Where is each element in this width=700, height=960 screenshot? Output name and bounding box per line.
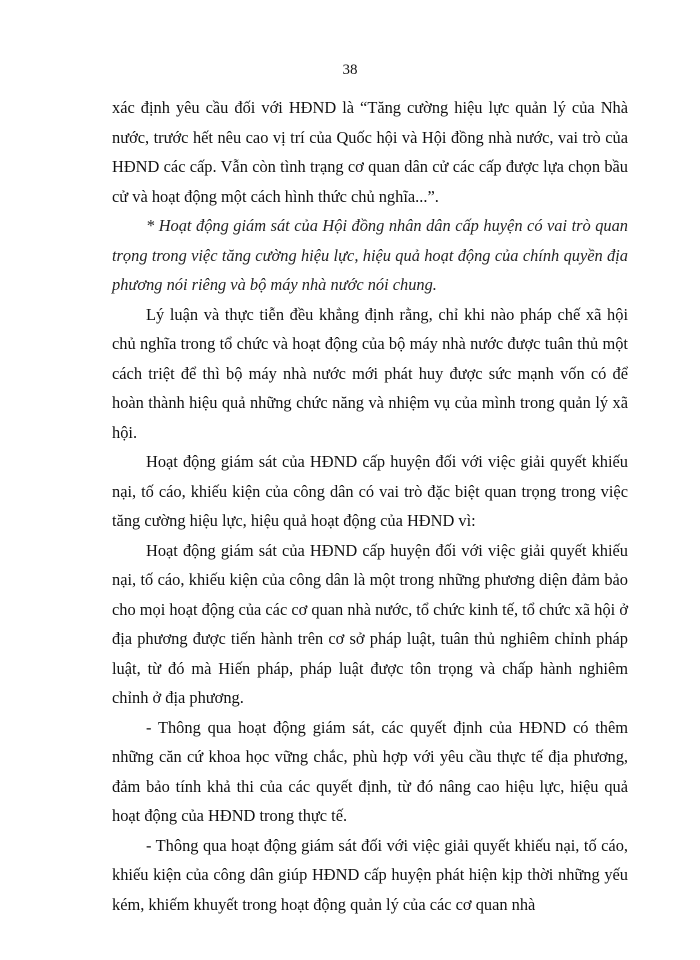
- paragraph: Hoạt động giám sát của HĐND cấp huyện đối với việc giải quyết khiếu nại, tố cáo, khiếu kiện của công dân là một trong những phương diện đảm bảo cho mọi hoạt động của các cơ quan nhà nước, tổ chức kinh tế, tổ chức xã hội ở địa phương được tiến hành trên cơ sở pháp luật, tuân thủ nghiêm chỉnh pháp luật, từ đó mà Hiến pháp, pháp luật được tôn trọng và chấp hành nghiêm chỉnh ở địa phương.: [112, 540, 628, 707]
- paragraph-continuation: xác định yêu cầu đối với HĐND là “Tăng cường hiệu lực quản lý của Nhà nước, trước hết nêu cao vị trí của Quốc hội và Hội đồng nhà nước, vai trò của HĐND các cấp. Vẫn còn tình trạng cơ quan dân cử các cấp được lựa chọn bầu cử và hoạt động một cách hình thức chủ nghĩa...”.: [112, 98, 628, 206]
- body-text: [112, 93, 628, 919]
- paragraph: Hoạt động giám sát của HĐND cấp huyện đối với việc giải quyết khiếu nại, tố cáo, khiếu kiện của công dân có vai trò đặc biệt quan trọng trong việc tăng cường hiệu lực, hiệu quả hoạt động của HĐND vì:: [112, 452, 628, 530]
- paragraph-italic-heading: * Hoạt động giám sát của Hội đồng nhân dân cấp huyện có vai trò quan trọng trong việc tăng cường hiệu lực, hiệu quả hoạt động của chính quyền địa phương nói riêng và bộ máy nhà nước nói chung.: [112, 216, 628, 294]
- page-number: 38: [342, 62, 358, 78]
- paragraph: Lý luận và thực tiễn đều khẳng định rằng, chỉ khi nào pháp chế xã hội chủ nghĩa trong tổ chức và hoạt động của bộ máy nhà nước được tuân thủ một cách triệt để thì bộ máy nhà nước mới phát huy được sức mạnh vốn có để hoàn thành hiệu quả những chức năng và nhiệm vụ của mình trong quản lý xã hội.: [112, 304, 628, 442]
- bullet-paragraph: - Thông qua hoạt động giám sát, các quyết định của HĐND có thêm những căn cứ khoa học vững chắc, phù hợp với yêu cầu thực tế địa phương, đảm bảo tính khả thi của các quyết định, từ đó nâng cao hiệu lực, hiệu quả hoạt động của HĐND trong thực tế.: [112, 717, 628, 825]
- bullet-paragraph: - Thông qua hoạt động giám sát đối với việc giải quyết khiếu nại, tố cáo, khiếu kiện của công dân giúp HĐND cấp huyện phát hiện kịp thời những yếu kém, khiếm khuyết trong hoạt động quản lý của các cơ quan nhà: [112, 835, 628, 914]
